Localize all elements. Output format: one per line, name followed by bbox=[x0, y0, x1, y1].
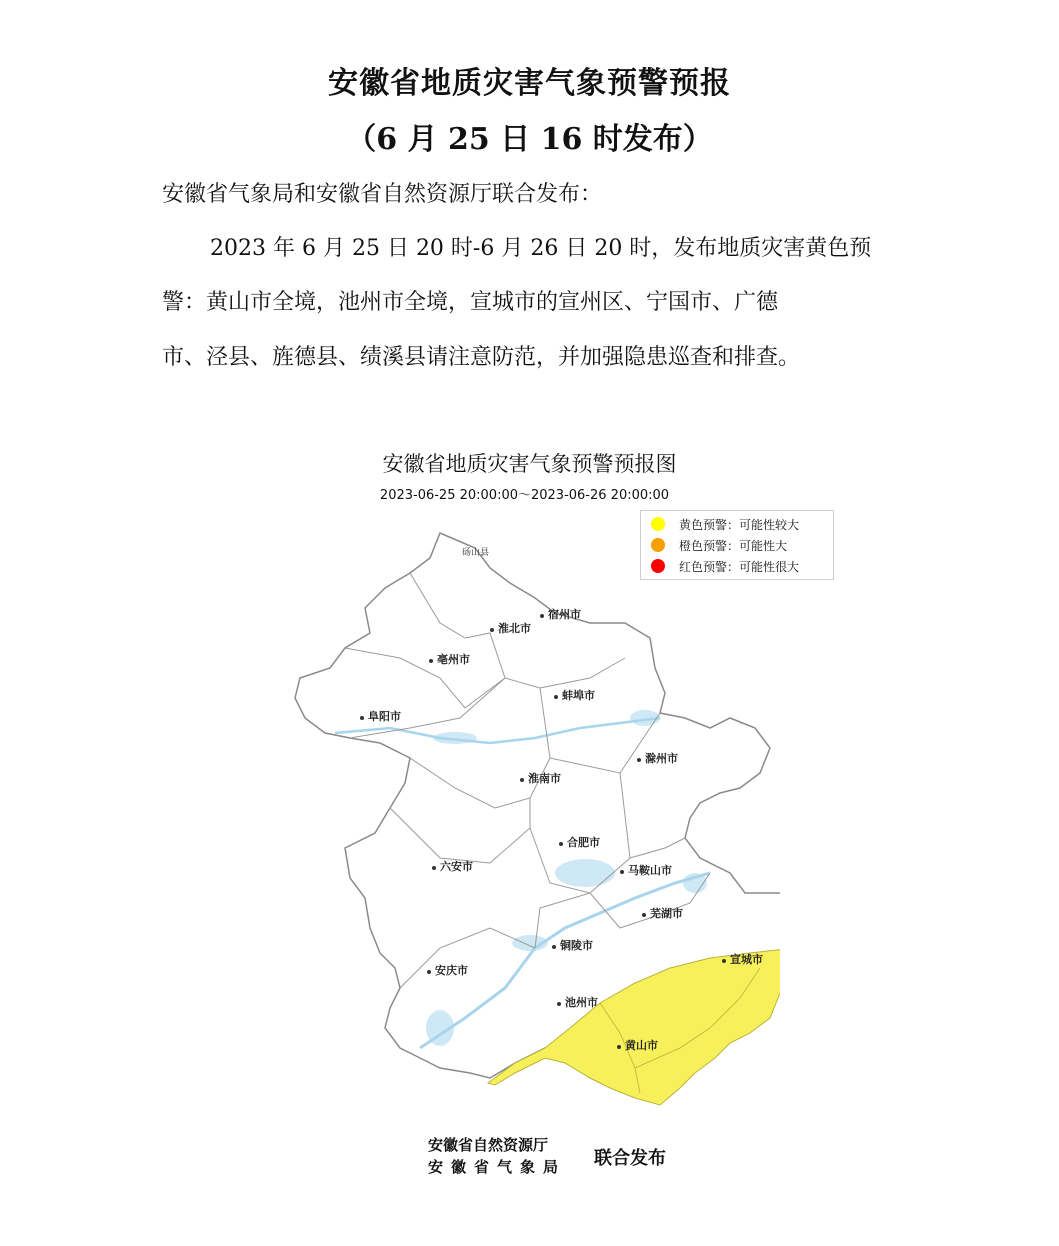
footer-org-1: 安徽省自然资源厅 bbox=[428, 1136, 549, 1154]
city-label: 合肥市 bbox=[567, 836, 600, 849]
city-label: 芜湖市 bbox=[650, 907, 683, 920]
city-label: 阜阳市 bbox=[368, 710, 401, 723]
footer-joint: 联合发布 bbox=[594, 1148, 666, 1169]
city-label: 铜陵市 bbox=[560, 939, 593, 952]
city-label: 蚌埠市 bbox=[562, 689, 595, 702]
city-label: 淮南市 bbox=[528, 772, 561, 785]
city-label: 池州市 bbox=[565, 996, 598, 1009]
legend-label: 橙色预警：可能性大 bbox=[679, 538, 788, 553]
document-subtitle: （6 月 25 日 16 时发布） bbox=[346, 122, 713, 157]
red-dot-icon bbox=[651, 559, 665, 573]
city-label: 黄山市 bbox=[625, 1039, 658, 1052]
yellow-dot-icon bbox=[651, 517, 665, 531]
city-label: 安庆市 bbox=[435, 964, 468, 977]
city-label: 砀山县 bbox=[462, 548, 490, 558]
map-title: 安徽省地质灾害气象预警预报图 bbox=[382, 452, 677, 476]
anhui-warning-map bbox=[290, 528, 780, 1108]
legend-item-yellow bbox=[651, 515, 799, 533]
warning-text-line-2: 警：黄山市全境，池州市全境，宣城市的宣州区、宁国市、广德 bbox=[162, 290, 779, 315]
legend-item-red bbox=[651, 557, 799, 575]
legend-label: 红色预警：可能性很大 bbox=[679, 559, 800, 574]
issuer-line: 安徽省气象局和安徽省自然资源厅联合发布： bbox=[162, 182, 603, 207]
footer-org-2: 安徽省气象局 bbox=[428, 1158, 567, 1176]
city-label: 亳州市 bbox=[437, 653, 470, 666]
city-label: 滁州市 bbox=[645, 752, 678, 765]
city-label: 宣城市 bbox=[730, 953, 763, 966]
legend-item-orange bbox=[651, 536, 787, 554]
map-legend bbox=[640, 510, 834, 580]
city-label: 宿州市 bbox=[548, 608, 581, 621]
warning-text-line-1: 2023 年 6 月 25 日 20 时-6 月 26 日 20 时，发布地质灾害黄色预 bbox=[210, 236, 872, 261]
warning-text-line-3: 市、泾县、旌德县、绩溪县请注意防范，并加强隐患巡查和排查。 bbox=[162, 345, 801, 370]
orange-dot-icon bbox=[651, 538, 665, 552]
document-title: 安徽省地质灾害气象预警预报 bbox=[328, 66, 731, 101]
city-label: 六安市 bbox=[440, 860, 473, 873]
city-label: 马鞍山市 bbox=[628, 864, 672, 877]
legend-label: 黄色预警：可能性较大 bbox=[679, 517, 800, 532]
map-time-range: 2023-06-25 20:00:00～2023-06-26 20:00:00 bbox=[379, 488, 670, 503]
city-label: 淮北市 bbox=[498, 622, 531, 635]
